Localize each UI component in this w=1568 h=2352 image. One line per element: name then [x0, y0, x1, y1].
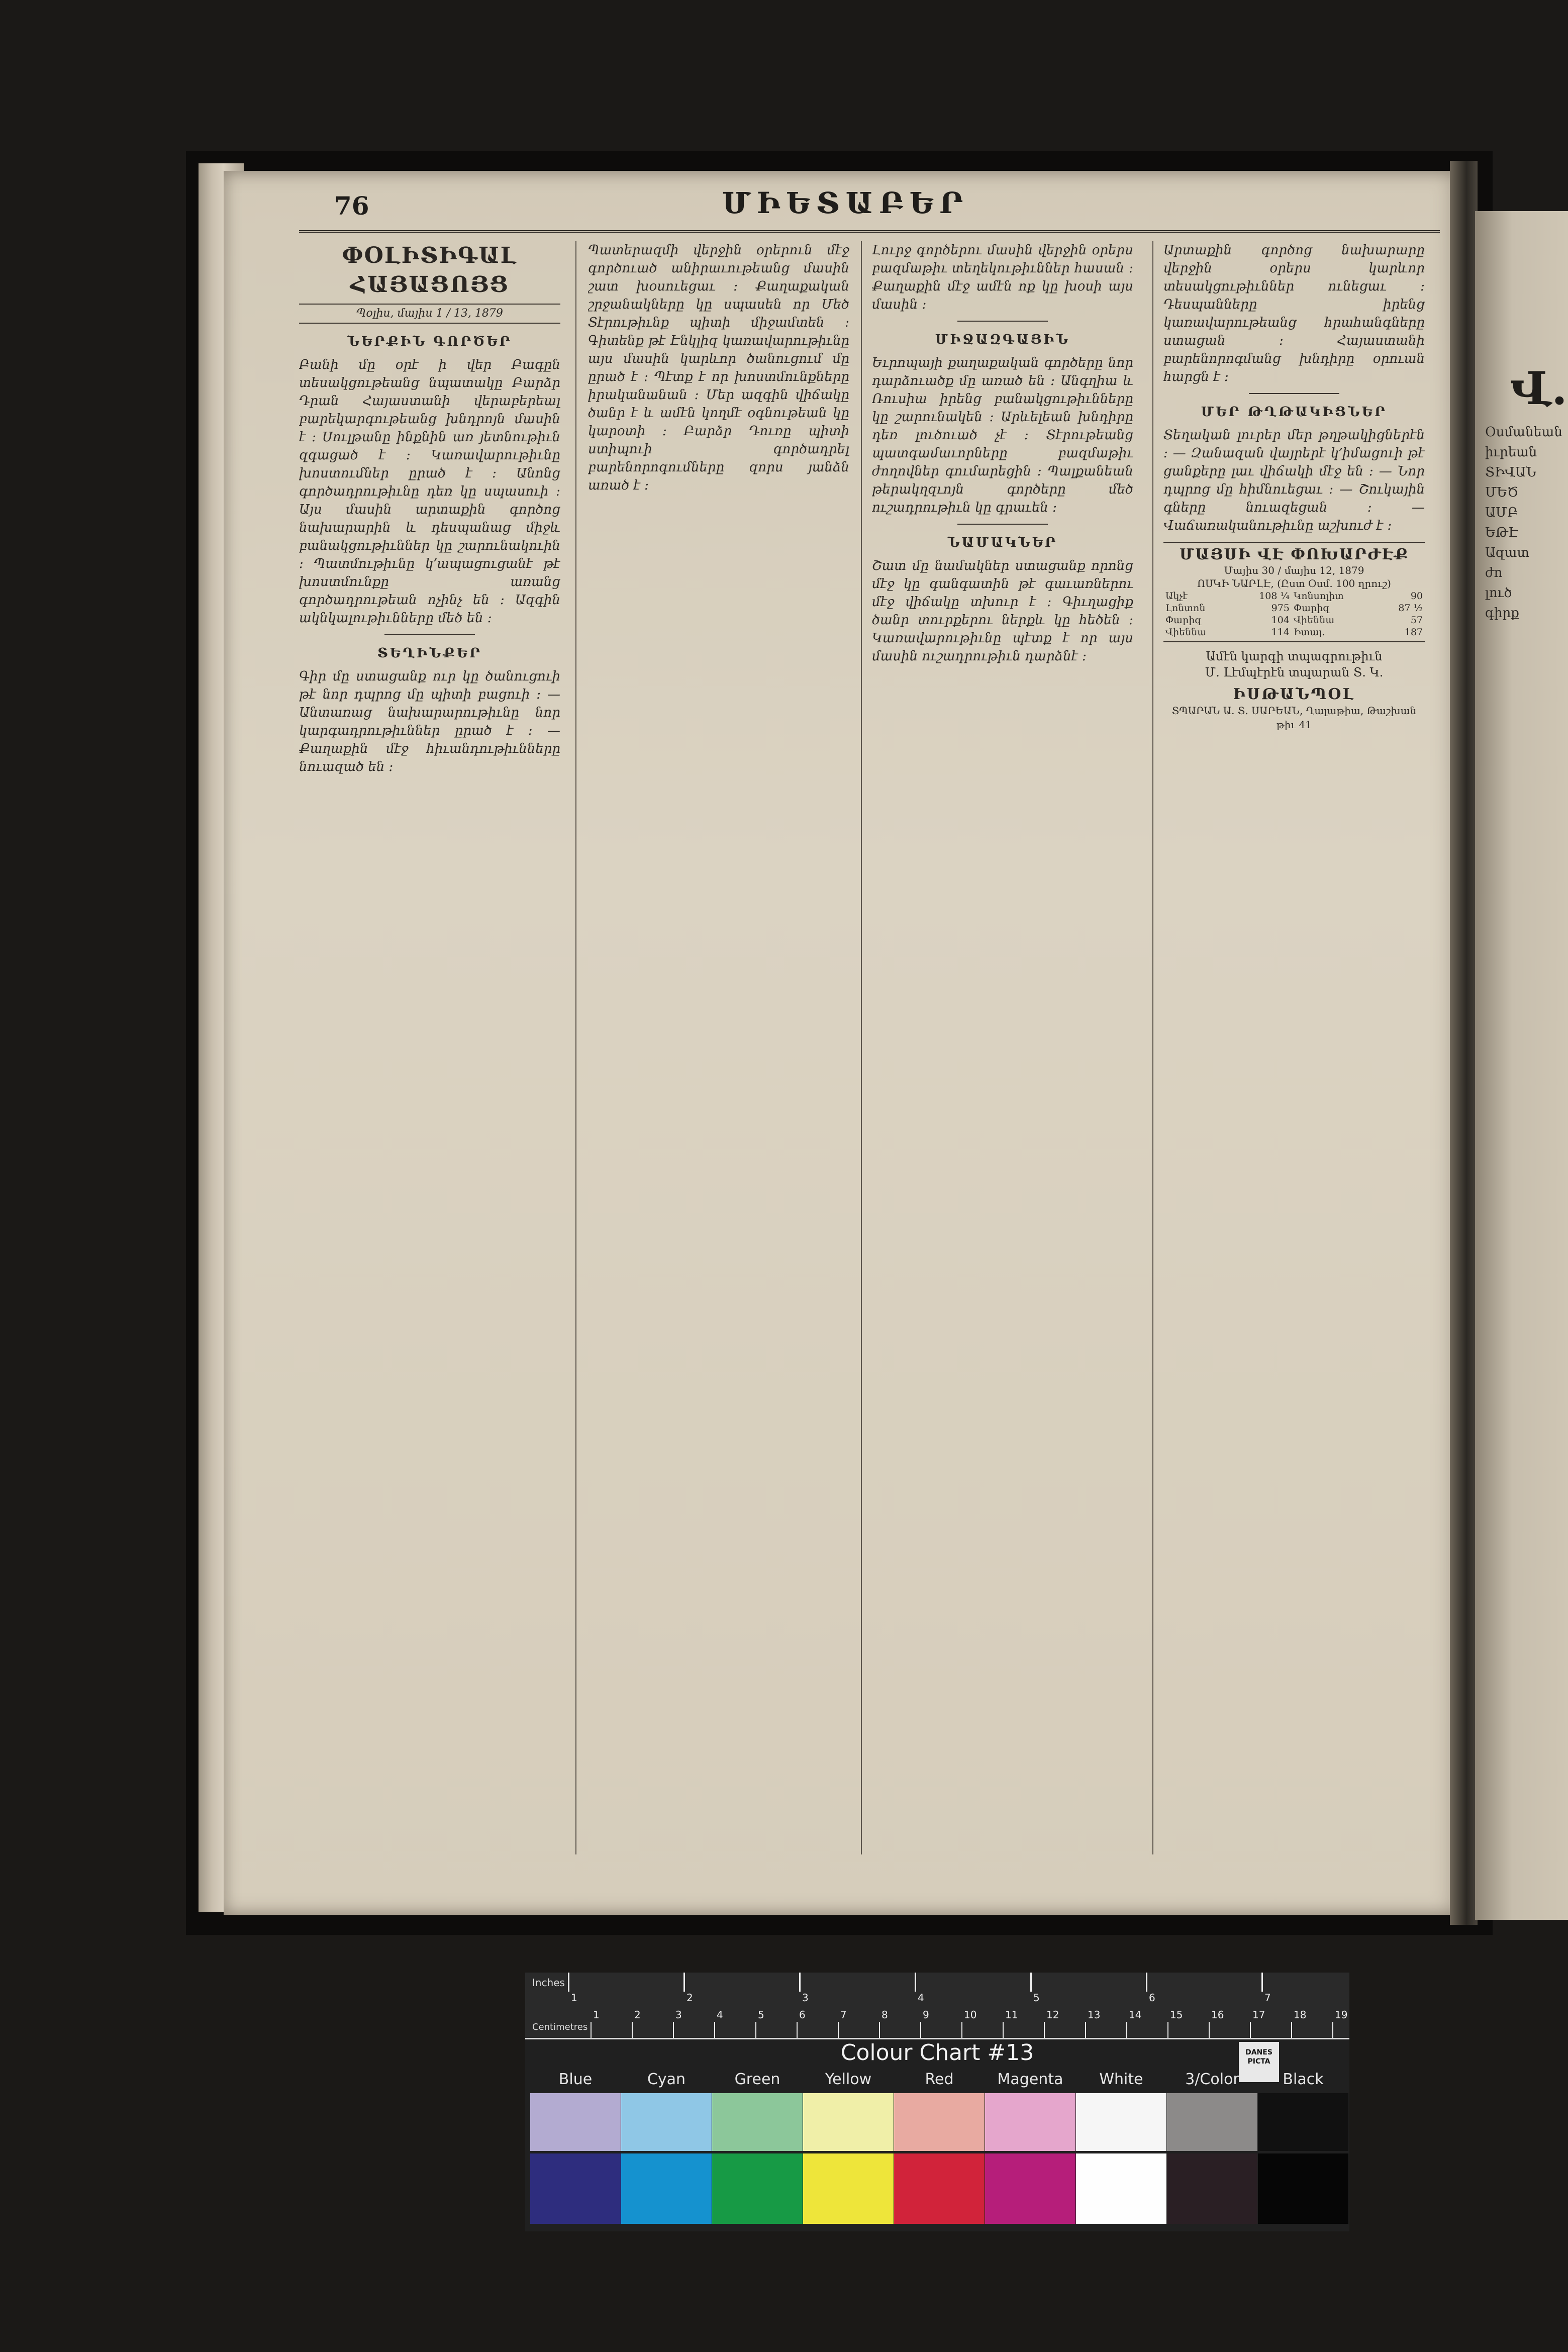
facing-line: ժո [1485, 565, 1503, 580]
article-body: Տեղական լուրեր մեր թղթակիցներէն ։ — Զանազան վայրերէ կ՚իմացուի թէ ցանքերը լաւ վիճակի մէջ են ։ — Նոր դպրոց մը հիմնուեցաւ ։ — Շուկային գները նուազեցան ։ — Վաճառականութիւնը աշխուժ է ։ [1163, 428, 1425, 533]
cm-tick-label: 14 [1129, 2009, 1142, 2021]
swatch-light-yellow [803, 2093, 894, 2151]
rate-value: 187 [1404, 627, 1423, 638]
cm-tick-label: 5 [758, 2009, 764, 2021]
article-body: Պատերազմի վերջին օրերուն մէջ գործուած անիրաւութեանց մասին շատ խօսուեցաւ ։ Քաղաքական շրջանակները կը սպասեն որ Մեծ Տէրութիւնք պիտի միջամտեն ։ Գիտենք թէ Էնկլիզ կառավարութիւնը այս մասին կարևոր ծանուցում մը ըրած է ։ Պէտք է որ խոստմունքները իրականանան ։ Մեր ազգին վիճակը ծանր է և ամէն կողմէ օգնութեան կը կարօտի ։ Բարձր Դուռը պիտի ստիպուի գործադրել բարենորոգումները զորս յանձն առած է ։ [588, 243, 849, 493]
inch-tick [799, 1973, 801, 1992]
swatch-dark-black [1258, 2153, 1348, 2224]
swatch-label-cyan: Cyan [647, 2071, 686, 2088]
swatch-light-red [894, 2093, 985, 2151]
inch-tick [1261, 1973, 1263, 1992]
cm-tick [1126, 2022, 1127, 2038]
article-body: Արտաքին գործոց նախարարը վերջին օրերս կարևոր տեսակցութիւններ ունեցաւ ։ Դեսպանները իրենց կառավարութեանց հրահանգները ստացան ։ Հայաստանի բարենորոգմանց խնդիրը օրուան հարցն է ։ [1163, 243, 1425, 384]
column-divider [575, 241, 576, 1854]
cm-tick [1003, 2022, 1004, 2038]
rate-value: 975 [1271, 603, 1290, 614]
section-heading: ՏԵՂԻՆՔԵՐ [377, 646, 482, 661]
cm-tick-label: 9 [923, 2009, 929, 2021]
rate-name: Կոնսոլիտ [1293, 591, 1344, 602]
section-heading: ՄԵՐ ԹՂԹԱԿԻՑՆԵՐ [1201, 405, 1388, 420]
swatch-label-magenta: Magenta [997, 2071, 1063, 2088]
cm-tick-label: 10 [964, 2009, 977, 2021]
swatch-label-yellow: Yellow [825, 2071, 872, 2088]
cm-tick [920, 2022, 921, 2038]
brand-logo: DANES PICTA [1239, 2042, 1279, 2082]
section-divider [957, 524, 1048, 525]
swatch-dark-magenta [985, 2153, 1075, 2224]
column-4 [1163, 241, 1425, 1859]
cm-tick-label: 8 [881, 2009, 888, 2021]
rate-name: Վիեննա [1293, 615, 1335, 626]
inch-tick-label: 5 [1033, 1992, 1040, 2004]
exchange-title: ՄԱՅՍԻ ՎԷ ՓՈԽԱՐԺԷՔ [1179, 546, 1409, 563]
inch-tick-label: 4 [918, 1992, 924, 2004]
newspaper-page [224, 171, 1467, 1915]
article-body: Լուրջ գործերու մասին վերջին օրերս բազմաթիւ տեղեկութիւններ հասան ։ Քաղաքին մէջ ամէն ոք կը խօսի այս մասին ։ [872, 243, 1133, 312]
facing-line: ԵԹԷ [1485, 525, 1518, 540]
table-row [1163, 602, 1425, 614]
swatch-label-red: Red [925, 2071, 954, 2088]
rate-name: Փարիզ [1165, 615, 1202, 626]
inch-tick [915, 1973, 916, 1992]
printer-line: Ամէն կարգի տպագրութիւն [1206, 649, 1383, 663]
inch-tick-label: 2 [687, 1992, 693, 2004]
rate-name: Իտալ. [1293, 627, 1325, 638]
cm-tick-label: 1 [593, 2009, 600, 2021]
column-3 [872, 241, 1133, 1859]
header-rule [299, 230, 1440, 233]
column-divider [1152, 241, 1153, 1854]
exchange-rates-box [1163, 542, 1425, 642]
cm-tick-label: 19 [1335, 2009, 1348, 2021]
cm-tick [879, 2022, 880, 2038]
section-heading: ՄԻՋԱԶԳԱՅԻՆ [935, 332, 1070, 347]
cm-tick-label: 17 [1252, 2009, 1265, 2021]
column-2 [588, 241, 849, 1859]
cm-tick [714, 2022, 715, 2038]
column-divider [861, 241, 862, 1854]
swatch-label-blue: Blue [558, 2071, 593, 2088]
swatch-label-white: White [1099, 2071, 1143, 2088]
section-heading: ՆԵՐՔԻՆ ԳՈՐԾԵՐ [347, 334, 512, 349]
facing-line: իւրեան [1485, 445, 1537, 460]
rate-value: 104 [1271, 615, 1290, 626]
cm-tick-label: 11 [1005, 2009, 1018, 2021]
rate-value: 108 ¼ [1259, 591, 1290, 602]
swatch-light-blue [530, 2093, 621, 2151]
rate-value: 57 [1410, 615, 1423, 626]
inch-tick-label: 7 [1264, 1992, 1271, 2004]
cm-tick [838, 2022, 839, 2038]
swatch-light-magenta [985, 2093, 1075, 2151]
inch-tick [1030, 1973, 1032, 1992]
cm-tick-label: 18 [1294, 2009, 1307, 2021]
facing-line: Ազատ [1485, 545, 1529, 560]
facing-line: ՄԵԾ [1485, 485, 1519, 500]
inch-tick-label: 1 [571, 1992, 577, 2004]
rate-name: Ակչէ [1165, 591, 1188, 602]
cm-tick [1209, 2022, 1210, 2038]
inch-tick [683, 1973, 685, 1992]
cm-tick-label: 2 [634, 2009, 641, 2021]
article-title: ՓՕԼԻՏԻԳԱԼ ՀԱՅԱՑՈՅՑ [342, 243, 518, 298]
page-number: 76 [334, 191, 369, 221]
swatch-light-cyan [621, 2093, 712, 2151]
exchange-date: Մայիս 30 / մայիս 12, 1879 [1224, 564, 1364, 576]
swatch-dark-green [712, 2153, 803, 2224]
cm-tick [961, 2022, 962, 2038]
swatch-light-green [712, 2093, 803, 2151]
rate-name: Վիեննա [1165, 627, 1207, 638]
cm-tick [755, 2022, 756, 2038]
rate-name: Լոնտոն [1165, 603, 1206, 614]
swatch-light-black [1258, 2093, 1348, 2151]
ruler-inches-label: Inches [532, 1977, 565, 1989]
facing-line: գիրք [1485, 606, 1519, 621]
cm-tick [1085, 2022, 1086, 2038]
facing-page-heading: Վ. [1510, 362, 1567, 415]
cm-tick-label: 4 [717, 2009, 723, 2021]
ruler-cm-label: Centimetres [532, 2022, 588, 2032]
rate-value: 87 ½ [1398, 603, 1423, 614]
inch-tick-label: 3 [802, 1992, 809, 2004]
swatch-dark-cyan [621, 2153, 712, 2224]
section-divider [1249, 393, 1339, 394]
swatch-labels [525, 2071, 1349, 2086]
swatch-dark-white [1076, 2153, 1166, 2224]
cm-tick-label: 7 [840, 2009, 847, 2021]
column-1 [299, 241, 560, 1859]
table-row [1163, 590, 1425, 602]
swatch-label-black: Black [1283, 2071, 1324, 2088]
printer-notice [1163, 648, 1425, 680]
inch-tick [1146, 1973, 1147, 1992]
swatch-label-green: Green [734, 2071, 780, 2088]
facing-page-text [1485, 422, 1568, 623]
cm-tick [797, 2022, 798, 2038]
swatch-dark-blue [530, 2153, 621, 2224]
facing-line: լուծ [1485, 585, 1512, 601]
rate-name: Փարիզ [1293, 603, 1330, 614]
cm-tick-label: 6 [799, 2009, 806, 2021]
table-row [1163, 626, 1425, 638]
section-heading: ՆԱՄԱԿՆԵՐ [947, 535, 1058, 550]
cm-tick-label: 13 [1088, 2009, 1101, 2021]
article-body: Բանի մը օրէ ի վեր Բագըն տեսակցութեանց նպատակը Բարձր Դրան Հայաստանի վերաբերեալ բարեկարգութեանց խնդրոյն մասին է ։ Սուլթանը ինքնին առ յետնութիւն զգացած է ։ Կառավարութիւնը խոստումներ ըրած է ։ Անոնց գործադրութիւնը դեռ կը սպասուի ։ Այս մասին արտաքին գործոց նախարարին և դեսպանաց միջև բանակցութիւններ կը շարունակուին ։ Պատմութիւնը կ՚ապացուցանէ թէ խոստմունքը առանց գործադրութեան ոչինչ են ։ Ազգին ակնկալութիւնները մեծ են ։ [299, 357, 560, 626]
swatch-dark-red [894, 2153, 985, 2224]
section-divider [384, 634, 475, 635]
colour-chart [525, 1973, 1349, 2231]
page-gutter [1450, 161, 1478, 1925]
swatch-light-white [1076, 2093, 1166, 2151]
facing-page-fragment [1475, 211, 1568, 1920]
rate-value: 90 [1410, 591, 1423, 602]
cm-tick [1250, 2022, 1251, 2038]
facing-line: Օսմանեան [1485, 425, 1562, 440]
cm-tick [1044, 2022, 1045, 2038]
cm-tick [632, 2022, 633, 2038]
swatch-label-3-color: 3/Color [1185, 2071, 1239, 2088]
dateline: Պօլիս, մայիս 1 / 13, 1879 [299, 304, 560, 324]
cm-tick-label: 15 [1170, 2009, 1183, 2021]
inch-tick [568, 1973, 569, 1992]
cm-tick [1167, 2022, 1168, 2038]
section-divider [957, 321, 1048, 322]
facing-line: ԱՄԲ [1485, 505, 1518, 520]
chart-title: Colour Chart #13 [840, 2040, 1034, 2066]
cm-tick-label: 16 [1211, 2009, 1224, 2021]
printer-line: Մ. Լէմպէրէն տպարան Տ. Կ. [1205, 665, 1384, 679]
exchange-subtitle: ՈՍԿԻ ՆԱՐԼԷ, (Ըստ Օսմ. 100 ղրուշ) [1197, 577, 1391, 590]
swatch-dark-3-color [1167, 2153, 1257, 2224]
masthead: ՄԻԵՏԱԲԵՐ [722, 186, 969, 220]
article-body: Գիր մը ստացանք ուր կը ծանուցուի թէ նոր դպրոց մը պիտի բացուի ։ — Անտառաց նախարարութիւնը նոր կարգադրութիւններ ըրած է ։ — Քաղաքին մէջ հիւանդութիւնները նուազած են ։ [299, 669, 560, 774]
rate-value: 114 [1271, 627, 1290, 638]
cm-tick [1332, 2022, 1333, 2038]
article-body: Եւրոպայի քաղաքական գործերը նոր դարձուածք մը առած են ։ Անգղիա և Ռուսիա իրենց բանակցութիւնները կը շարունակեն ։ Արևելեան խնդիրը դեռ լուծուած չէ ։ Տէրութեանց պատգամաւորները բազմաթիւ ժողովներ գումարեցին ։ Պալքանեան թերակղզւոյն գործերը մեծ ուշադրութիւն կը գրաւեն ։ [872, 355, 1133, 515]
facing-line: ՏԻՎԱՆ [1485, 465, 1536, 480]
cm-tick [1291, 2022, 1292, 2038]
swatch-light-3-color [1167, 2093, 1257, 2151]
cm-tick-label: 3 [675, 2009, 682, 2021]
exchange-table [1163, 590, 1425, 638]
cm-tick [673, 2022, 674, 2038]
measurement-ruler [525, 1973, 1349, 2039]
cm-tick [591, 2022, 592, 2038]
cm-tick-label: 12 [1046, 2009, 1059, 2021]
swatch-dark-yellow [803, 2153, 894, 2224]
table-row [1163, 614, 1425, 626]
imprint-city: ԻՍԹԱՆՊՕԼ [1233, 685, 1355, 703]
article-body: Շատ մը նամակներ ստացանք որոնց մէջ կը գանգատին թէ գաւառներու մէջ վիճակը տխուր է ։ Գիւղացիք ծանր տուրքերու ներքև կը հեծեն ։ Կառավարութիւնը պէտք է որ այս մասին ուշադրութիւն դարձնէ ։ [872, 558, 1133, 664]
inch-tick-label: 6 [1149, 1992, 1155, 2004]
imprint-address: ՏՊԱՐԱՆ Ա. Տ. ՍԱՐԵԱՆ, Ղալաթիա, Թաշխան թիւ 41 [1171, 705, 1417, 731]
